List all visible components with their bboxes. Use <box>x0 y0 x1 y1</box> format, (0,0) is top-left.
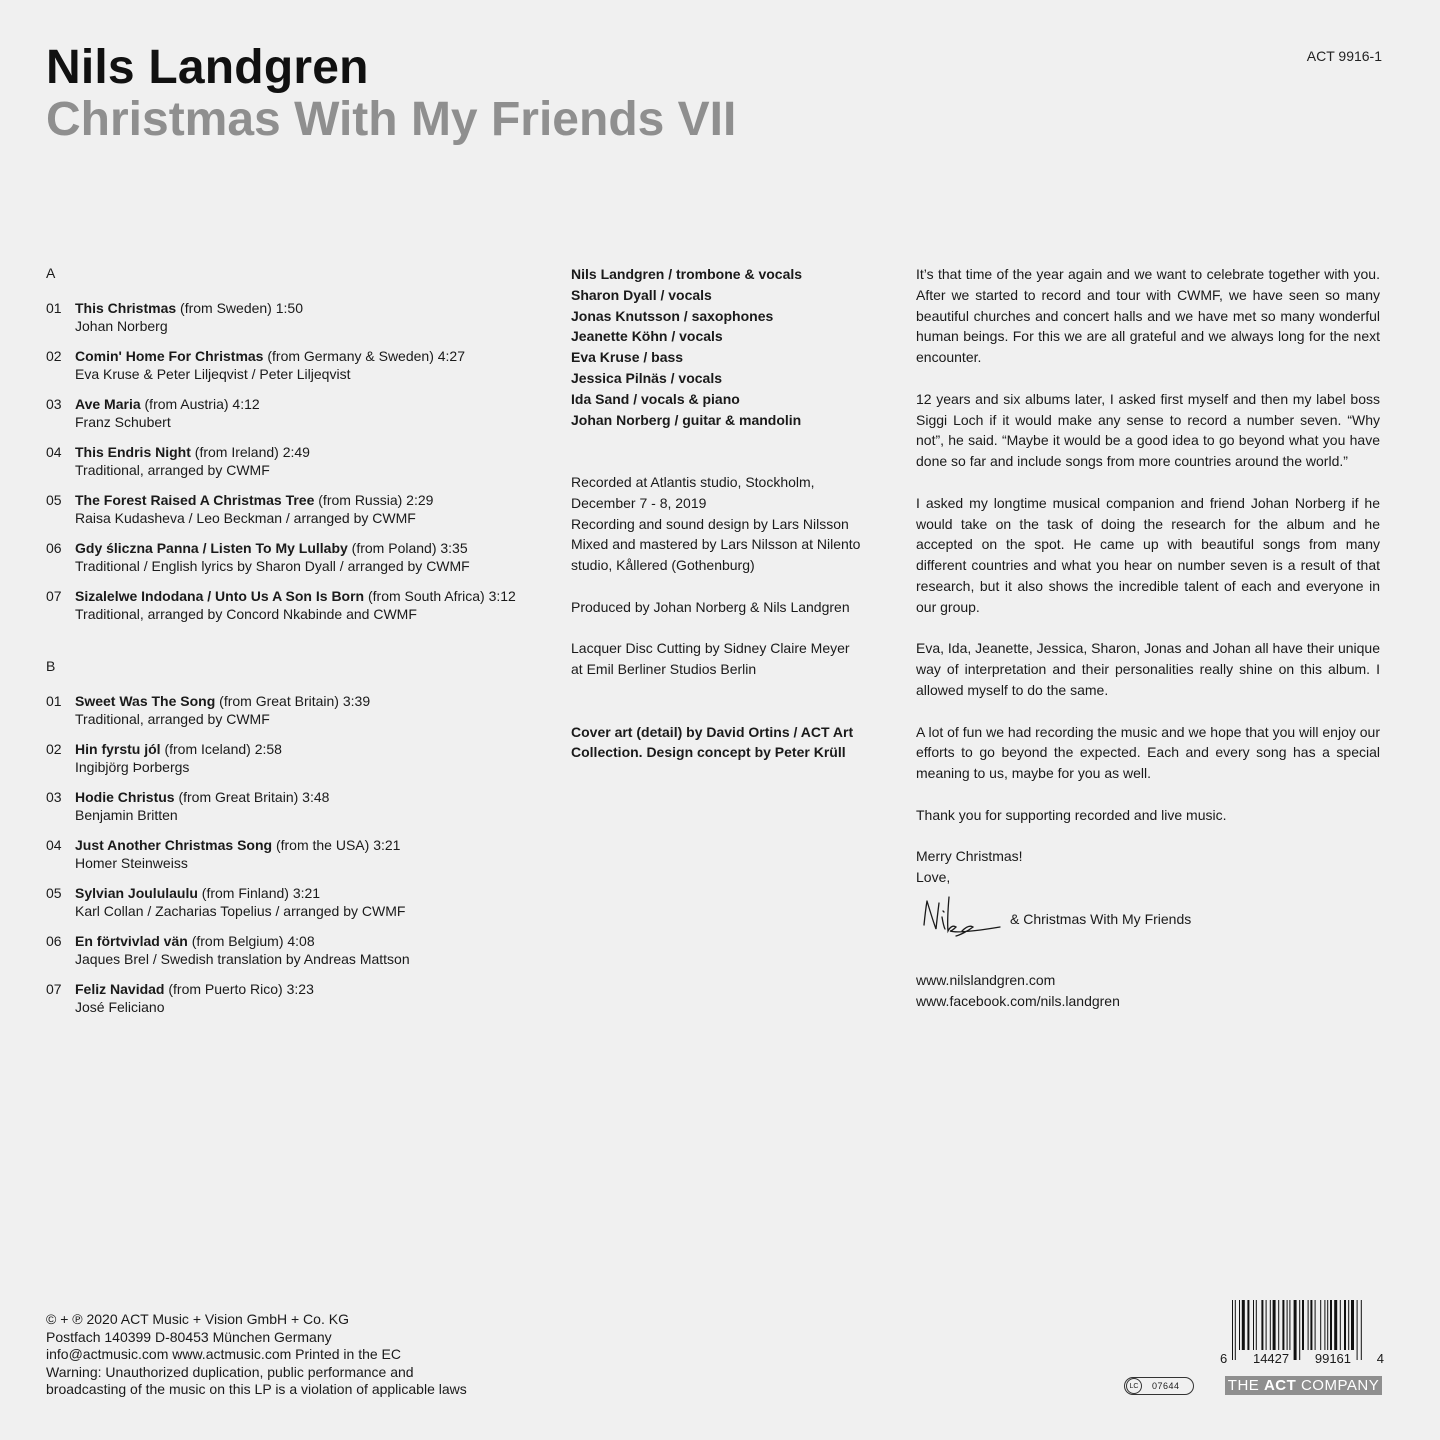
track-row <box>46 539 536 575</box>
track-title: Ave Maria <box>75 396 141 412</box>
barcode-bar <box>1302 1300 1304 1350</box>
signature-suffix: & Christmas With My Friends <box>1010 910 1192 927</box>
track-info: (from Ireland) 2:49 <box>190 444 310 460</box>
track-title-line <box>75 788 536 806</box>
track-number: 01 <box>46 693 62 709</box>
barcode-bar <box>1239 1300 1240 1350</box>
legal-footer <box>46 1311 467 1399</box>
track-number: 02 <box>46 348 62 364</box>
track-info: (from Puerto Rico) 3:23 <box>164 981 314 997</box>
track-row <box>46 932 536 968</box>
track-info: (from Russia) 2:29 <box>314 492 434 508</box>
track-title-line <box>75 395 536 413</box>
barcode-bar <box>1242 1300 1245 1350</box>
track-title: Hodie Christus <box>75 789 175 805</box>
barcode-bar <box>1273 1300 1276 1350</box>
tracklist <box>46 264 536 1028</box>
track-title: Feliz Navidad <box>75 981 165 997</box>
liner-paragraph: It’s that time of the year again and we want to celebrate together with you. After we started to record and tour with CWMF, we have seen so many beautiful churches and concert halls and we have met so many wonderful human beings. For this we are all grateful and we always long for the next encounter. <box>916 266 1380 366</box>
signature-icon <box>916 893 1002 945</box>
barcode-bar <box>1324 1300 1325 1350</box>
act-company-logo <box>1225 1376 1382 1395</box>
liner-notes <box>916 264 1380 1012</box>
track-info: (from Great Britain) 3:48 <box>174 789 330 805</box>
footer-line: info@actmusic.com www.actmusic.com Printed in the EC <box>46 1346 401 1363</box>
recording-line: Recording and sound design by Lars Nilsson <box>571 515 849 532</box>
liner-paragraph: Thank you for supporting recorded and live music. <box>916 806 1227 823</box>
track-row <box>46 491 536 527</box>
barcode-bar <box>1278 1300 1279 1350</box>
track-credit: Franz Schubert <box>75 414 171 430</box>
lineup-item: Jonas Knutsson / saxophones <box>571 307 774 324</box>
track-info: (from Iceland) 2:58 <box>160 741 282 757</box>
artist-name: Nils Landgren <box>46 41 369 94</box>
track-title: Just Another Christmas Song <box>75 837 273 853</box>
track-row <box>46 980 536 1016</box>
track-row <box>46 836 536 872</box>
track-title: En förtvivlad vän <box>75 933 188 949</box>
track-title-line <box>75 740 536 758</box>
credits <box>571 264 881 763</box>
track-credit: Traditional, arranged by Concord Nkabinde and CWMF <box>75 606 417 622</box>
track-body <box>75 836 536 872</box>
barcode-bar <box>1308 1300 1309 1350</box>
track-title-line <box>75 539 536 557</box>
recording-line: studio, Kållered (Gothenburg) <box>571 557 755 574</box>
barcode-bar <box>1320 1300 1321 1350</box>
logo-brand: ACT <box>1263 1377 1297 1394</box>
track-credit: Traditional / English lyrics by Sharon Dyall / arranged by CWMF <box>75 558 470 574</box>
track-number: 03 <box>46 789 62 805</box>
logo-suffix: COMPANY <box>1296 1377 1380 1394</box>
recording-line: Mixed and mastered by Lars Nilsson at Nilento <box>571 536 861 553</box>
track-body <box>75 539 536 575</box>
barcode-bar <box>1287 1300 1288 1350</box>
track-title: The Forest Raised A Christmas Tree <box>75 492 315 508</box>
liner-paragraph: A lot of fun we had recording the music and we hope that you will enjoy our efforts to go beyond the expected. Each and every song has a special meaning to us, maybe for you as well. <box>916 723 1380 782</box>
barcode-bar <box>1282 1300 1284 1350</box>
track-number: 02 <box>46 741 62 757</box>
track-body <box>75 740 536 776</box>
track-credit: Traditional, arranged by CWMF <box>75 711 270 727</box>
track-number: 04 <box>46 837 62 853</box>
lc-number: 07644 <box>1152 1381 1180 1391</box>
producer-credit: Produced by Johan Norberg & Nils Landgren <box>571 598 850 615</box>
barcode-bar <box>1340 1300 1341 1350</box>
track-credit: Raisa Kudasheva / Leo Beckman / arranged by CWMF <box>75 510 416 526</box>
footer-line: © + ℗ 2020 ACT Music + Vision GmbH + Co. KG <box>46 1311 349 1327</box>
track-body <box>75 980 536 1016</box>
track-body <box>75 932 536 968</box>
track-info: (from Germany & Sweden) 4:27 <box>263 348 465 364</box>
footer-line: Postfach 140399 D-80453 München Germany <box>46 1328 332 1345</box>
lineup-item: Johan Norberg / guitar & mandolin <box>571 411 802 428</box>
track-row <box>46 443 536 479</box>
track-title-line <box>75 836 536 854</box>
cover-art-credit <box>571 722 881 764</box>
track-title: This Endris Night <box>75 444 191 460</box>
track-title-line <box>75 443 536 461</box>
track-title: Hin fyrstu jól <box>75 741 161 757</box>
track-info: (from Poland) 3:35 <box>347 540 468 556</box>
track-row <box>46 299 536 335</box>
track-row <box>46 788 536 824</box>
cover-art-line: Cover art (detail) by David Ortins / ACT Art <box>571 723 854 740</box>
barcode-bar <box>1351 1300 1354 1350</box>
track-body <box>75 692 536 728</box>
track-info: (from South Africa) 3:12 <box>364 588 516 604</box>
barcode-bar <box>1315 1300 1316 1350</box>
track-body <box>75 395 536 431</box>
track-credit: Homer Steinweiss <box>75 855 188 871</box>
track-number: 06 <box>46 540 62 556</box>
barcode-bar <box>1253 1300 1254 1350</box>
musician-lineup <box>571 264 881 430</box>
track-body <box>75 788 536 824</box>
track-credit: Traditional, arranged by CWMF <box>75 462 270 478</box>
track-credit: Eva Kruse & Peter Liljeqvist / Peter Liljeqvist <box>75 366 351 382</box>
barcode-bar <box>1247 1300 1249 1350</box>
liner-paragraph: 12 years and six albums later, I asked first myself and then my label boss Siggi Loch if it would make any sense to record a number seven. “Why not”, he said. “Maybe it would be a good idea to go beyond what you have done so far and include songs from more countries around the world.” <box>916 390 1380 470</box>
liner-paragraph: I asked my longtime musical companion and friend Johan Norberg if he would take on the task of doing the research for the album and he accepted on the spot. He came up with beautiful songs from many different countries and what you hear on number seven is a result of that research, but it also shows the incredible talent of each and everyone in our group. <box>916 494 1380 615</box>
lineup-item: Nils Landgren / trombone & vocals <box>571 266 803 282</box>
lineup-item: Ida Sand / vocals & piano <box>571 390 740 407</box>
track-credit: Jaques Brel / Swedish translation by Andreas Mattson <box>75 951 410 967</box>
recording-line: December 7 - 8, 2019 <box>571 494 707 511</box>
lacquer-line: at Emil Berliner Studios Berlin <box>571 661 757 678</box>
cover-art-line: Collection. Design concept by Peter Krüll <box>571 744 846 761</box>
track-body <box>75 884 536 920</box>
track-info: (from Finland) 3:21 <box>197 885 321 901</box>
track-title: This Christmas <box>75 300 177 316</box>
track-number: 07 <box>46 588 62 604</box>
track-title-line <box>75 884 536 902</box>
barcode-bar <box>1310 1300 1312 1350</box>
track-row <box>46 395 536 431</box>
logo-prefix: THE <box>1227 1377 1264 1394</box>
barcode-bar <box>1330 1300 1332 1350</box>
track-body <box>75 491 536 527</box>
footer-line: broadcasting of the music on this LP is a violation of applicable laws <box>46 1381 467 1398</box>
lineup-item: Jeanette Köhn / vocals <box>571 328 723 345</box>
track-row <box>46 347 536 383</box>
barcode-bar <box>1261 1300 1263 1350</box>
website-link[interactable]: www.nilslandgren.com <box>916 971 1056 988</box>
lc-circle: LC <box>1126 1378 1142 1394</box>
track-row <box>46 692 536 728</box>
track-credit: Johan Norberg <box>75 318 168 334</box>
side-b-tracks <box>46 692 536 1016</box>
recording-info <box>571 472 881 576</box>
track-title: Gdy śliczna Panna / Listen To My Lullaby <box>75 540 348 556</box>
signature-row <box>916 888 1380 950</box>
track-title: Comin' Home For Christmas <box>75 348 264 364</box>
track-body <box>75 443 536 479</box>
album-title: Christmas With My Friends VII <box>46 93 737 146</box>
side-b-label: B <box>46 658 56 674</box>
barcode-bar <box>1270 1300 1271 1350</box>
track-number: 05 <box>46 885 62 901</box>
track-number: 06 <box>46 933 62 949</box>
track-title: Sweet Was The Song <box>75 693 216 709</box>
track-info: (from Belgium) 4:08 <box>187 933 315 949</box>
track-credit: José Feliciano <box>75 999 165 1015</box>
track-title: Sylvian Joululaulu <box>75 885 198 901</box>
track-body <box>75 347 536 383</box>
track-title-line <box>75 299 536 317</box>
track-title-line <box>75 491 536 509</box>
barcode-digit-group: 99161 <box>1314 1351 1352 1366</box>
lineup-item: Eva Kruse / bass <box>571 349 684 366</box>
barcode-bar <box>1334 1300 1337 1350</box>
closing: Love, <box>916 869 951 886</box>
track-title-line <box>75 587 536 605</box>
lacquer-line: Lacquer Disc Cutting by Sidney Claire Meyer <box>571 640 850 657</box>
side-a-tracks <box>46 299 536 623</box>
track-number: 07 <box>46 981 62 997</box>
facebook-link[interactable]: www.facebook.com/nils.landgren <box>916 992 1120 1009</box>
track-credit: Karl Collan / Zacharias Topelius / arranged by CWMF <box>75 903 406 919</box>
track-row <box>46 740 536 776</box>
track-title-line <box>75 932 536 950</box>
track-title-line <box>75 980 536 998</box>
track-row <box>46 587 536 623</box>
track-number: 03 <box>46 396 62 412</box>
track-credit: Ingibjörg Þorbergs <box>75 759 190 775</box>
greeting: Merry Christmas! <box>916 848 1023 865</box>
barcode-bar <box>1289 1300 1290 1350</box>
track-number: 04 <box>46 444 62 460</box>
track-row <box>46 884 536 920</box>
footer-line: Warning: Unauthorized duplication, public performance and <box>46 1363 414 1380</box>
barcode-bar <box>1256 1300 1257 1350</box>
recording-line: Recorded at Atlantis studio, Stockholm, <box>571 473 815 490</box>
barcode-digit-group: 4 <box>1376 1351 1384 1366</box>
track-number: 01 <box>46 300 62 316</box>
lineup-item: Sharon Dyall / vocals <box>571 286 712 303</box>
track-info: (from Austria) 4:12 <box>140 396 260 412</box>
barcode-bar <box>1266 1300 1267 1350</box>
track-info: (from Sweden) 1:50 <box>176 300 303 316</box>
label-code-badge <box>1124 1377 1194 1395</box>
track-body <box>75 299 536 335</box>
lacquer-credit <box>571 638 881 680</box>
track-info: (from the USA) 3:21 <box>272 837 401 853</box>
lineup-item: Jessica Pilnäs / vocals <box>571 369 722 386</box>
track-body <box>75 587 536 623</box>
track-title-line <box>75 692 536 710</box>
barcode-bar <box>1344 1300 1346 1350</box>
track-title-line <box>75 347 536 365</box>
track-credit: Benjamin Britten <box>75 807 178 823</box>
barcode-digit-group: 14427 <box>1252 1351 1290 1366</box>
barcode-bar <box>1348 1300 1349 1350</box>
side-a-label: A <box>46 265 56 281</box>
track-title: Sizalelwe Indodana / Unto Us A Son Is Born <box>75 588 365 604</box>
track-info: (from Great Britain) 3:39 <box>215 693 371 709</box>
catalog-number: ACT 9916-1 <box>1306 48 1382 64</box>
track-number: 05 <box>46 492 62 508</box>
barcode-bar <box>1327 1300 1328 1350</box>
barcode-digits <box>1220 1351 1384 1366</box>
liner-paragraph: Eva, Ida, Jeanette, Jessica, Sharon, Jonas and Johan all have their unique way of interpretation and their personalities really shine on this album. I allowed myself to do the same. <box>916 640 1380 698</box>
barcode-digit-group: 6 <box>1220 1351 1228 1366</box>
